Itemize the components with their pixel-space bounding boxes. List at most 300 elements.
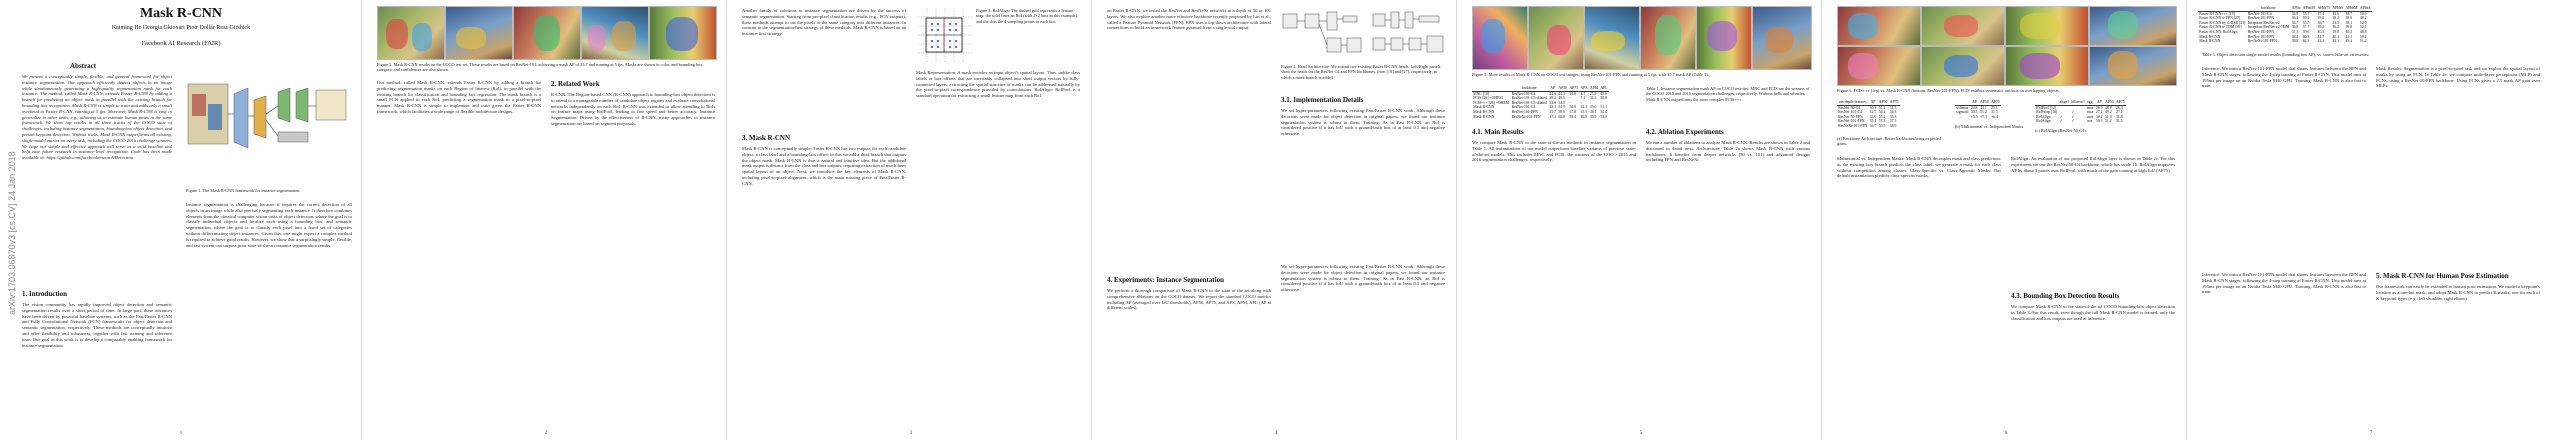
table-cell: +6.4 [1991, 114, 1998, 119]
table-cell: 43.4 [2317, 39, 2325, 44]
table-cell: 39.9 [1589, 114, 1597, 119]
table-cell: 48.2 [2359, 16, 2367, 21]
table-cell: ave [2087, 119, 2093, 124]
figure-5-caption: Figure 5. More results of Mask R-CNN on COCO test images, using ResNet-101-FPN and running at 5 fps, with 35.7 mask AP (Table 1). [1472, 72, 1709, 77]
table-cell: 4.7 [1580, 91, 1586, 96]
table-cell: RoIWarp [10] [2036, 110, 2058, 115]
table-cell: ResNet-101-C5-dilated [1511, 96, 1547, 101]
table-cell: FCIS+++ [26] +OHEM [1473, 100, 1510, 105]
table-cell: 50.9 [2359, 11, 2367, 16]
table-cell: 19.8 [2332, 29, 2340, 34]
maskrcnn-result-4 [2089, 46, 2177, 86]
main-results-text: We compare Mask R-CNN to the state-of-the-art methods in instance segmentation in Table 1. All instantiations of our model outperform baseline variants of previous state-of-the-art models. This includes MNC and FCIS, the winners of the COCO 2015 and 2016 segmentation challenges, respectively. [1472, 140, 1636, 163]
table-cell: 54.9 [1558, 105, 1566, 110]
table-cell: ResNet-101-C5-dilated [1511, 100, 1547, 105]
sampling-point [937, 29, 939, 31]
instance-mask [2020, 53, 2060, 79]
intro-heading: 1. Introduction [22, 290, 67, 298]
instance-mask [2108, 51, 2138, 79]
figure-3-roialign-grid [918, 8, 972, 62]
instance-mask [1944, 55, 1978, 77]
table-1-caption: Table 1. Instance segmentation mask AP on COCO test-dev. MNC and FCIS are the winners of the COCO 2015 and 2016 segmentation challenges, respectively. Without bells and whistles, Mask R-CNN outperforms the more complex FCIS+++. [1646, 86, 1810, 102]
table-cell: 38.1 [1589, 109, 1597, 114]
coco-result-5 [1696, 6, 1752, 70]
table-cell: 36.8 [2291, 25, 2299, 30]
column-header: AP50 [1980, 100, 1989, 104]
table-cell: ResNet-101-FPN [2247, 29, 2275, 34]
fcis-result-2 [1921, 6, 2005, 46]
table-2c-roialign [2035, 100, 2126, 124]
table-cell: 50.0 [1600, 96, 1608, 101]
page-number: 5 [1639, 431, 1643, 436]
instance-mask [666, 17, 698, 51]
table-cell: - [1589, 100, 1592, 105]
table-cell: 51.2 [2104, 119, 2112, 124]
instance-mask [1848, 53, 1878, 79]
page7-left-lower: Inference: We train a ResNet-101-FPN model that shares features between the RPN and Mask R-CNN stages, following the 4-step training of Faster R-CNN. This model runs at 195ms per image on an Nvidia Tesla M40 GPU. Training: Mask R-CNN is also fast to train. [2202, 272, 2366, 295]
table-cell: 33.1 [1549, 105, 1557, 110]
table-cell: 44.3 [1558, 91, 1566, 96]
column-header: backbone [2247, 6, 2291, 11]
table-cell: 27.1 [2115, 110, 2123, 115]
table-cell: max [2087, 105, 2094, 110]
instance-region-b [208, 104, 222, 130]
table-cell: sigmoid [1956, 110, 1969, 115]
feature-block [1373, 38, 1385, 50]
table-cell: softmax [1956, 105, 1969, 110]
instance-mask [588, 25, 606, 51]
table-cell: 55.2 [1878, 114, 1886, 119]
column-header: APS [1580, 86, 1588, 90]
main-results-heading: 4.1. Main Results [1472, 128, 1524, 136]
table-cell: 31.5 [1991, 110, 1998, 115]
table-cell: 53.5 [1600, 114, 1608, 119]
instance-mask [612, 21, 636, 51]
maskrcnn-result-2 [1921, 46, 2005, 86]
column-header: AP50 [1878, 100, 1888, 104]
feature-block [1347, 38, 1361, 52]
table-row [2198, 39, 2372, 44]
table-cell: +7.1 [1980, 114, 1987, 119]
table-cell: 43.2 [2345, 39, 2353, 44]
table-cell: ResNet-101-FPN [1838, 119, 1865, 124]
table-cell: Faster R-CNN w TDM [39] [2199, 25, 2242, 30]
table-cell: - [1600, 100, 1602, 105]
column-header: agg. [2087, 100, 2094, 104]
column-header: AP75 [1991, 100, 2000, 104]
table-2a-caption: (a) Backbone Architecture: Better backbones bring expected gains. [1837, 136, 1941, 147]
table-cell: - [1569, 100, 1571, 105]
instance-mask [1848, 13, 1878, 39]
sampling-point [955, 23, 957, 25]
table-cell: 31.5 [2115, 119, 2123, 124]
table-cell: 39.2 [2317, 25, 2325, 30]
table-cell: 32.7 [1869, 110, 1877, 115]
table-cell: 40.2 [2345, 29, 2353, 34]
table-cell: ✓ [2071, 114, 2075, 119]
table-cell: 34.9 [2291, 11, 2299, 16]
table-cell: 38.1 [2345, 20, 2353, 25]
column-header: AP50 [1558, 86, 1568, 90]
table-cell: 27.2 [2095, 110, 2103, 115]
figure-4-caption: Figure 4. Head Architecture: We extend two existing Faster R-CNN heads. Left/Right panels show the heads for the ResNet C4 and FPN backbones, from [19] and [27], respectively, to which a mask branch is added. [1281, 64, 1441, 80]
column-header: APbbM [2345, 6, 2358, 10]
sampling-point [937, 40, 939, 42]
table-cell: 60.3 [2302, 34, 2310, 39]
table-cell: Faster R-CNN by G-RMI [21] [2199, 20, 2246, 25]
table-cell: 33.6 [1869, 114, 1877, 119]
experiments-heading: 4. Experiments: Instance Segmentation [1107, 276, 1225, 284]
table-cell: - [1569, 96, 1571, 101]
page-3 [730, 0, 1092, 440]
table-3-caption: Table 3. Object detection single-model results (bounding box AP), vs. state-of-the-art on test-dev. [2202, 52, 2370, 57]
table-cell: 24.6 [1549, 91, 1557, 96]
table-cell: ResNet-101-FPN [1511, 109, 1538, 114]
sampling-point [949, 29, 951, 31]
table-cell: 49.2 [2104, 110, 2112, 115]
instance-mask [1481, 19, 1505, 53]
table-cell: Faster R-CNN w FPN [27] [2199, 16, 2241, 21]
feature-block [1405, 12, 1413, 28]
page3-right-column: Mask Representation: A mask encodes an input object's spatial layout. Thus, unlike class labels or box offsets that are inevitably collapsed into short output vectors by fully-connected layers, extracting the spatial structure of masks can be addressed naturally by the pixel-to-pixel correspondence provided by convolutions. RoIAlign: RoIPool is a standard operation for extracting a small feature map from each RoI. [916, 70, 1080, 99]
page7-left-column: Inference: We train a ResNet-101-FPN model that shares features between the RPN and Mask R-CNN stages, following the 4-step training of Faster R-CNN. This model runs at 195ms per image on an Nvidia Tesla M40 GPU. Training: Mask R-CNN is also fast to train. [2202, 66, 2366, 89]
column-header: backbone [1510, 86, 1548, 91]
table-cell: 16.2 [2332, 25, 2340, 30]
bbox-detection-text: We compare Mask R-CNN to the state-of-the-art COCO bounding-box object detection in Table 3. For this result, even though the full Mask R-CNN model is trained, only the classification and box outputs are used at inference. [2011, 304, 2175, 321]
page-number: 2 [544, 431, 548, 436]
instance-region-a [192, 94, 206, 116]
table-cell: 38.7 [2345, 11, 2353, 16]
implementation-heading: 3.1. Implementation Details [1281, 96, 1364, 104]
maskrcnn-result-3 [2005, 46, 2089, 86]
column-header: bilinear? [2071, 100, 2085, 104]
figure-2-caption: Figure 2. Mask R-CNN results on the COCO test set. These results are based on ResNet-101, achieving a mask AP of 35.7 and running at 5 fps. Masks are shown in color, and bounding box, category, and confidences are also shown. [377, 62, 704, 73]
sampling-point [937, 23, 939, 25]
table-cell: 52.4 [1600, 109, 1608, 114]
method-heading: 3. Mask R-CNN [742, 134, 791, 142]
table-cell: FCIS [26] +OHEM [1473, 96, 1503, 101]
table-cell: 31.8 [2115, 114, 2123, 119]
table-cell: Mask R-CNN [1473, 105, 1495, 110]
class-box-branch [278, 132, 308, 142]
table-cell: 62.3 [2302, 39, 2310, 44]
page3-top-left: Another family of solutions to instance segmentation are driven by the success of semantic segmentation. Starting from per-pixel classification results (e.g., FCN outputs), these methods attempt to cut the pixels of the same category into different instances. In contrast to the segmentation-first strategy of these methods, Mask R-CNN is based on an instance-first strategy. [742, 8, 906, 37]
feature-block [1409, 38, 1421, 50]
table-cell: 30.2 [2095, 114, 2103, 119]
table-cell: 51.0 [2104, 114, 2112, 119]
figure-1-diagram [186, 64, 352, 184]
table-cell: 35.6 [1589, 105, 1597, 110]
sampling-point [955, 40, 957, 42]
table-cell: 12.1 [1580, 105, 1588, 110]
instance-mask [2108, 11, 2138, 39]
table-cell: ✓ [2071, 119, 2075, 124]
table-1-instance-segmentation [1472, 86, 1609, 119]
feature-map-block [234, 88, 248, 148]
table-cell: 54.5 [1558, 100, 1566, 105]
table-cell: 24.8 [1569, 91, 1577, 96]
table-row [1837, 124, 1900, 129]
feature-block [1419, 16, 1439, 22]
implementation-text: We set hyper-parameters following existing Fast/Faster R-CNN work. Although these decisions were made for object detection in original papers, we found our instance segmentation system is robust to them. Training: As in Fast R-CNN, an RoI is considered positive if it has IoU with a ground-truth box of at least 0.5 and negative otherwise. [1281, 108, 1445, 137]
abstract-heading: Abstract [70, 62, 97, 70]
table-cell: 25.9 [1589, 91, 1597, 96]
table-cell: ✓ [2059, 119, 2063, 124]
page-7 [2190, 0, 2552, 440]
feature-block [1283, 14, 1297, 28]
page6-right-column: RoIAlign: An evaluation of our proposed RoIAlign layer is shown in Table 2c. For this experiment we use the ResNet-50-C4 backbone, which has stride 16. RoIAlign improves AP by about 3 points over RoIPool, with much of the gain coming at high IoU (AP75). [2011, 156, 2175, 173]
instance-mask [1765, 27, 1793, 53]
table-cell: 48.8 [2104, 105, 2112, 110]
table-cell: RoIPool [12] [2036, 105, 2057, 110]
table-cell: 48.8 [2359, 29, 2367, 34]
table-cell: 39.0 [2345, 16, 2353, 21]
table-cell: 51.2 [2359, 39, 2367, 44]
table-row [2035, 119, 2126, 124]
arrow [266, 106, 278, 114]
table-cell: Faster R-CNN+++ [19] [2199, 11, 2235, 16]
fcis-result-4 [2089, 6, 2177, 46]
table-cell: 52.0 [2359, 20, 2367, 25]
sampling-point [949, 23, 951, 25]
paper-authors: Kaiming He Georgia Gkioxari Piotr Dollár Ross Girshick [111, 25, 251, 31]
table-3-object-detection [2198, 6, 2372, 44]
table-cell: 16.9 [1580, 114, 1588, 119]
table-cell: 37.1 [1549, 114, 1557, 119]
sampling-point [955, 29, 957, 31]
pose-estimation-heading: 5. Mask R-CNN for Human Pose Estimation [2376, 272, 2509, 280]
table-cell: 51.1 [1600, 105, 1608, 110]
table-cell: 30.3 [1970, 110, 1978, 115]
column-header: APL [1600, 86, 1608, 90]
column-header: APbb75 [2317, 6, 2330, 10]
feature-block [1373, 14, 1385, 26]
column-header: AP75 [1889, 100, 1899, 104]
table-cell: Mask R-CNN [2199, 39, 2221, 44]
bbox-detection-heading: 4.3. Bounding Box Detection Results [2011, 292, 2120, 300]
ablation-heading: 4.2. Ablation Experiments [1646, 128, 1724, 136]
conv-block-2 [296, 88, 308, 122]
fcis-result-1 [1837, 6, 1921, 46]
page-number: 4 [1274, 431, 1278, 436]
paper-title: Mask R-CNN [139, 6, 223, 21]
table-cell: Inception-ResNet-v2 [2247, 20, 2280, 25]
table-cell: 34.8 [1569, 105, 1577, 110]
result-photo-1 [377, 6, 445, 60]
table-cell: 39.8 [2291, 39, 2299, 44]
table-cell: 31.5 [1889, 105, 1897, 110]
arrow [1319, 24, 1327, 45]
table-cell: 35.7 [1549, 109, 1557, 114]
table-cell: 41.7 [2317, 34, 2325, 39]
column-header: APM [1589, 86, 1599, 90]
table-cell: 40.3 [2317, 29, 2325, 34]
table-cell: 31.3 [1589, 96, 1597, 101]
table-cell: +5.5 [1970, 114, 1978, 119]
table-cell: MNC [10] [1473, 91, 1490, 96]
column-header: APbb [2291, 6, 2301, 10]
table-cell: RoIAlign [2036, 114, 2051, 119]
instance-mask [412, 23, 432, 51]
instance-mask [386, 19, 408, 49]
feature-block [1327, 38, 1341, 52]
column-header: AP75 [2115, 100, 2125, 104]
abstract-text: We present a conceptually simple, flexible, and general framework for object instance segmentation. Our approach efficiently detects objects in an image while simultaneously generating a high-quality segmentation mask for each instance. The method, called Mask R-CNN, extends Faster R-CNN by adding a branch for predicting an object mask in parallel with the existing branch for bounding box recognition. Mask R-CNN is simple to train and adds only a small overhead to Faster R-CNN, running at 5 fps. Moreover, Mask R-CNN is easy to generalize to other tasks, e.g., allowing us to estimate human poses in the same framework. We show top results in all three tracks of the COCO suite of challenges, including instance segmentation, bounding-box object detection, and person keypoint detection. Without tricks, Mask R-CNN outperforms all existing, single-model entries on every task, including the COCO 2016 challenge winners. We hope our simple and effective approach will serve as a solid baseline and help ease future research in instance-level recognition. Code has been made available at: https://github.com/facebookresearch/Detectron. [22, 74, 172, 161]
table-cell: 38.2 [2291, 34, 2299, 39]
column-header: AP [1970, 100, 1979, 105]
table-row [1472, 115, 1609, 120]
sampling-point [931, 40, 933, 42]
page-6 [1825, 0, 2187, 440]
table-cell: 30.3 [2095, 119, 2103, 124]
table-cell: Inception-ResNet-v2-TDM [2247, 25, 2290, 30]
table-cell: Mask R-CNN [2199, 34, 2221, 39]
page-4 [1095, 0, 1457, 440]
table-cell: 51.2 [1878, 105, 1886, 110]
table-cell: 50.2 [2359, 34, 2367, 39]
instance-mask [1707, 21, 1737, 51]
page7-right-column: Mask Results: Segmentation is a pixel-to-pixel task and we exploit the spatial layout of masks by using an FCN. In Table 2e, we compare multi-layer perceptrons (MLP) and FCNs, using a ResNet-50-FPN backbone. Using FCNs gives a 2.1 mask AP gain over MLPs. [2376, 66, 2540, 89]
table-cell: Faster R-CNN, RoIAlign [2199, 29, 2238, 34]
figure-3-caption: Figure 3. RoIAlign: The dashed grid represents a feature map, the solid lines an RoI (with 2×2 bins in this example), and the dots the 4 sampling points in each bin. [976, 8, 1079, 24]
paper-affiliation: Facebook AI Research (FAIR) [141, 40, 221, 47]
pose-estimation-text: Our framework can easily be extended to human pose estimation. We model a keypoint's location as a one-hot mask, and adopt Mask R-CNN to predict K masks, one for each of K keypoint types (e.g., left shoulder, right elbow). [2376, 284, 2540, 301]
sampling-point [931, 46, 933, 48]
instance-mask [1655, 15, 1681, 55]
feature-block [1327, 12, 1337, 30]
table-cell: 36.7 [1869, 123, 1877, 128]
table-cell: 22.1 [2332, 39, 2340, 44]
arrow [266, 120, 278, 136]
table-cell: ✓ [2059, 114, 2063, 119]
table-cell: 52.1 [2359, 25, 2367, 30]
instance-mask [1591, 31, 1625, 51]
table-cell: ✓ [2071, 110, 2075, 115]
feature-block [1427, 36, 1443, 52]
table-cell: 39.8 [2345, 25, 2353, 30]
column-header: AP [1548, 86, 1557, 91]
related-work-heading: 2. Related Work [551, 80, 600, 88]
page-5 [1460, 0, 1822, 440]
table-cell: 13.5 [2332, 20, 2340, 25]
table-cell: 37.8 [1569, 109, 1577, 114]
figure-6-caption: Figure 6. FCIS+++ (top) vs. Mask R-CNN (bottom, ResNet-101-FPN). FCIS exhibits systematic artifacts on overlapping objects. [1837, 88, 2060, 93]
table-2a-backbone [1837, 100, 1900, 129]
feature-block [1391, 12, 1399, 28]
table-2b-caption: (b) Multinomial vs. Independent Masks. [1955, 124, 2025, 129]
table-cell: 7.1 [1580, 96, 1586, 101]
page-2 [365, 0, 727, 440]
table-cell: 58.0 [1558, 109, 1566, 114]
table-cell: 55.7 [2302, 11, 2310, 16]
figure-4-head-architecture [1281, 6, 1447, 62]
table-cell: 41.1 [2345, 34, 2353, 39]
table-cell: 49.5 [1558, 96, 1566, 101]
table-cell: RoIAlign [2036, 119, 2051, 124]
table-cell: ResNet-50-FPN [1838, 114, 1863, 119]
sampling-point [931, 23, 933, 25]
table-cell: 59.1 [2302, 16, 2310, 21]
feature-block [1305, 14, 1319, 28]
table-cell: 37.4 [2317, 11, 2325, 16]
page4-right-lower: We set hyper-parameters following existing Fast/Faster R-CNN work. Although these decisions were made for object detection in original papers, we found our instance segmentation system is robust to them. Training: As in Fast R-CNN, an RoI is considered positive if it has IoU with a ground-truth box of at least 0.5 and negative otherwise. [1281, 264, 1445, 293]
table-cell: ResNet-101-C4 [2247, 11, 2272, 16]
table-cell: 20.1 [2332, 34, 2340, 39]
sampling-point [937, 46, 939, 48]
table-cell: ResNet-101-C4 [1511, 105, 1536, 110]
table-row [1955, 115, 2001, 120]
column-header: AP50 [2104, 100, 2114, 104]
page-number: 1 [179, 431, 183, 436]
table-cell: 60.0 [1558, 114, 1566, 119]
instance-mask [1547, 25, 1571, 55]
table-cell: 26.9 [2095, 105, 2103, 110]
page2-left-column: Our method, called Mask R-CNN, extends Faster R-CNN by adding a branch for predicting segmentation masks on each Region of Interest (RoI), in parallel with the existing branch for classification and bounding box regression. The mask branch is a small FCN applied to each RoI, predicting a segmentation mask in a pixel-to-pixel manner. Mask R-CNN is simple to implement and train given the Faster R-CNN framework, which facilitates a wide range of flexible architecture designs. [377, 80, 541, 114]
table-cell: 39.0 [2317, 16, 2325, 21]
coco-result-4 [1640, 6, 1696, 70]
related-work-text: R-CNN: The Region-based CNN (R-CNN) approach to bounding-box object detection is to attend to a manageable number of candidate object regions and evaluate convolutional networks independently on each RoI. R-CNN was extended to allow attending to RoIs on feature maps using RoIPool, leading to fast speed and better accuracy. Instance Segmentation: Driven by the effectiveness of R-CNN, many approaches to instance segmentation are based on segment proposals. [551, 92, 715, 126]
column-header: align? [2059, 100, 2069, 104]
column-header: AP [2095, 100, 2104, 105]
table-cell [1955, 115, 1970, 120]
table-cell: 57.7 [2302, 25, 2310, 30]
column-header: AP75 [1569, 86, 1579, 90]
table-cell: 57.3 [1878, 119, 1886, 124]
column-header: AP [1868, 100, 1877, 105]
instance-mask [534, 15, 560, 51]
arxiv-stamp: arXiv:1703.06870v3 [cs.CV] 24 Jan 2018 [7, 151, 17, 315]
table-cell: 24.8 [1970, 105, 1978, 110]
table-cell: ResNet-101-FPN [2247, 16, 2275, 21]
table-cell: 39.4 [1569, 114, 1577, 119]
intro-text: The vision community has rapidly improved object detection and semantic segmentation results over a short period of time. In large part, these advances have been driven by powerful baseline systems, such as the Fast/Faster R-CNN and Fully Convolutional Network (FCN) frameworks for object detection and semantic segmentation, respectively. These methods are conceptually intuitive and offer flexibility and robustness, together with fast training and inference time. Our goal in this work is to develop a comparably enabling framework for instance segmentation. [22, 302, 172, 348]
table-cell: 33.6 [1549, 100, 1557, 105]
table-cell: 15.5 [1580, 109, 1588, 114]
result-photo-2 [445, 6, 513, 60]
table-cell: 29.2 [1549, 96, 1557, 101]
table-cell: ResNet-101-C4 [1838, 110, 1863, 115]
table-cell: Mask R-CNN [1473, 109, 1495, 114]
page1-right-column: Instance segmentation is challenging because it requires the correct detection of all objects in an image while also precisely segmenting each instance. It therefore combines elements from the classical computer vision tasks of object detection, where the goal is to classify individual objects and localize each using a bounding box, and semantic segmentation, where the goal is to classify each pixel into a fixed set of categories without differentiating object instances. Given this, one might expect a complex method is required to achieve good results. However, we show that a surprisingly simple, flexible, and fast system can surpass prior state-of-the-art instance segmentation results. [186, 202, 352, 248]
table-cell: 38.9 [1889, 123, 1897, 128]
column-header: APbb50 [2302, 6, 2316, 10]
table-cell: ResNet-101-FPN [2247, 34, 2275, 39]
table-cell: max [2087, 114, 2094, 119]
result-photo-3 [513, 6, 581, 60]
table-cell: 44.1 [1980, 105, 1987, 110]
feature-block [1391, 38, 1403, 50]
table-2c-caption: (c) RoIAlign (ResNet-50-C4). [2035, 128, 2087, 133]
feature-block [1343, 16, 1357, 22]
maskrcnn-result-1 [1837, 46, 1921, 86]
table-cell: 15.6 [2332, 11, 2340, 16]
table-cell: 37.3 [2291, 29, 2299, 34]
figure-1-caption: Figure 1. The Mask R-CNN framework for instance segmentation. [186, 188, 301, 193]
table-cell: 59.5 [1878, 123, 1886, 128]
table-cell: 35.3 [1889, 114, 1897, 119]
table-cell: 55.5 [2302, 20, 2310, 25]
page-number: 7 [2369, 431, 2373, 436]
table-cell: 37.5 [1889, 119, 1897, 124]
sampling-point [949, 40, 951, 42]
page6-left-column: Multinomial vs. Independent Masks: Mask R-CNN decouples mask and class prediction: as the existing box branch predicts the class label, we generate a mask for each class without competition among classes. Class-Specific vs. Class-Agnostic Masks: Our default instantiation predicts class-specific masks. [1837, 156, 2001, 179]
coco-result-6 [1752, 6, 1812, 70]
table-cell: 51.2 [1980, 110, 1987, 115]
instance-mask [1944, 15, 1978, 37]
table-cell: 25.1 [1991, 105, 1998, 110]
table-cell: 30.3 [1869, 105, 1877, 110]
table-cell: ResNeXt-101-FPN [2247, 39, 2277, 44]
